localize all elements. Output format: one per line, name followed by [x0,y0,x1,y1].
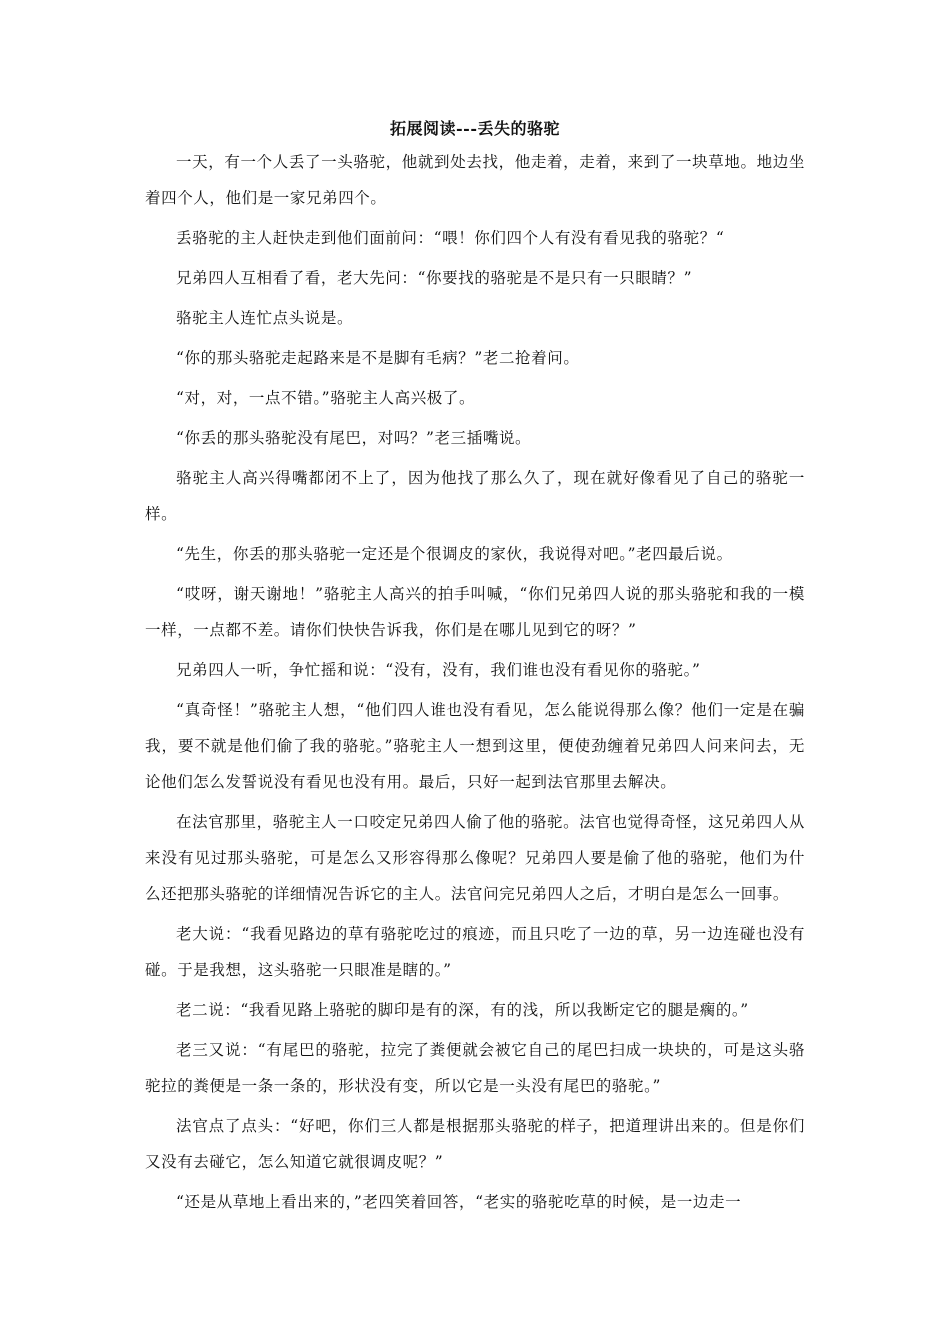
paragraph: 骆驼主人连忙点头说是。 [176,309,354,327]
paragraph: “还是从草地上看出来的，”老四笑着回答，“老实的骆驼吃草的时候，是一边走一 [176,1193,742,1211]
document-title: 拓展阅读---丢失的骆驼 [390,119,560,138]
paragraph: 一天，有一个人丢了一头骆驼，他就到处去找，他走着，走着，来到了一块草地。地边坐着四个人，他们是一家兄弟四个。 [145,153,805,207]
paragraph: 兄弟四人一听，争忙摇和说：“没有，没有，我们谁也没有看见你的骆驼。” [176,661,701,679]
paragraph: “对，对，一点不错。”骆驼主人高兴极了。 [176,389,476,407]
paragraph: 老三又说：“有尾巴的骆驼，拉完了粪便就会被它自己的尾巴扫成一块块的，可是这头骆驼拉的粪便是一条一条的，形状没有变，所以它是一头没有尾巴的骆驼。” [145,1041,805,1095]
paragraph: “哎呀，谢天谢地！”骆驼主人高兴的拍手叫喊，“你们兄弟四人说的那头骆驼和我的一模一样，一点都不差。请你们快快告诉我，你们是在哪儿见到它的呀？” [145,585,805,639]
paragraph: 法官点了点头：“好吧，你们三人都是根据那头骆驼的样子，把道理讲出来的。但是你们又没有去碰它，怎么知道它就很调皮呢？” [145,1117,805,1171]
paragraph: 骆驼主人高兴得嘴都闭不上了，因为他找了那么久了，现在就好像看见了自己的骆驼一样。 [145,469,805,523]
paragraph: 丢骆驼的主人赶快走到他们面前问：“喂！你们四个人有没有看见我的骆驼？“ [176,229,725,247]
document-page [145,118,805,1224]
paragraph: 在法官那里，骆驼主人一口咬定兄弟四人偷了他的骆驼。法官也觉得奇怪，这兄弟四人从来没有见过那头骆驼，可是怎么又形容得那么像呢？兄弟四人要是偷了他的骆驼，他们为什么还把那头骆驼的详细情况告诉它的主人。法官问完兄弟四人之后，才明白是怎么一回事。 [145,813,805,903]
paragraph: “先生，你丢的那头骆驼一定还是个很调皮的家伙，我说得对吧。”老四最后说。 [176,545,733,563]
paragraph: 老大说：“我看见路边的草有骆驼吃过的痕迹，而且只吃了一边的草，另一边连碰也没有碰。于是我想，这头骆驼一只眼准是瞎的。” [145,925,805,979]
paragraph: “真奇怪！”骆驼主人想，“他们四人谁也没有看见，怎么能说得那么像？他们一定是在骗我，要不就是他们偷了我的骆驼。”骆驼主人一想到这里，便使劲缠着兄弟四人问来问去，无论他们怎么发誓说没有看见也没有用。最后，只好一起到法官那里去解决。 [145,701,805,791]
paragraph: “你丢的那头骆驼没有尾巴，对吗？”老三插嘴说。 [176,429,532,447]
paragraph: 老二说：“我看见路上骆驼的脚印是有的深，有的浅，所以我断定它的腿是瘸的。” [176,1001,749,1019]
paragraph: “你的那头骆驼走起路来是不是脚有毛病？”老二抢着问。 [176,349,580,367]
paragraph: 兄弟四人互相看了看，老大先问：“你要找的骆驼是不是只有一只眼睛？” [176,269,693,287]
